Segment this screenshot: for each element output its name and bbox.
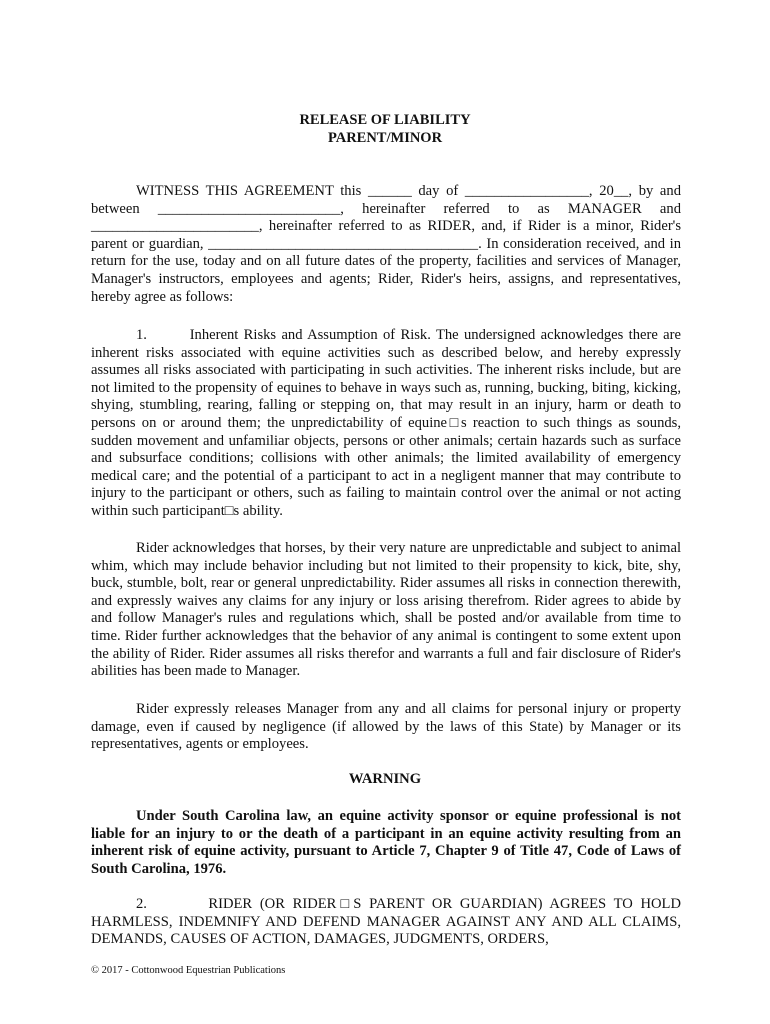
document-subtitle: PARENT/MINOR <box>327 130 443 146</box>
rider-acknowledgement-paragraph: Rider acknowledges that horses, by their very nature are unpredictable and subject to animal whim, which may include behavior including but not limited to their propensity to kick, bite, shy, buck, stumble, bolt, rear or general unpredictability. Rider assumes all risks in connection therewith, and expressly waives any claims for any injury or loss arising therefrom. Rider agrees to abide by and follow Manager's rules and regulations which, shall be posted and/or available from time to time. Rider further acknowledges that the behavior of any animal is contingent to some extent upon the ability of Rider. Rider assumes all risks therefor and warrants a full and fair disclosure of Rider's abilities has been made to Manager. <box>91 540 681 680</box>
copyright-footer: © 2017 - Cottonwood Equestrian Publications <box>91 965 286 976</box>
document-title: RELEASE OF LIABILITY <box>299 112 471 128</box>
warning-paragraph: Under South Carolina law, an equine activity sponsor or equine professional is not liable for an injury to or the death of a participant in an equine activity resulting from an inherent risk of equine activity, pursuant to Article 7, Chapter 9 of Title 47, Code of Laws of South Carolina, 1976. <box>91 808 681 877</box>
inherent-risks-paragraph: 1. Inherent Risks and Assumption of Risk. The undersigned acknowledges there are inherent risks associated with equine activities such as described below, and hereby expressly assumes all risks associated with participating in such activities. The inherent risks include, but are not limited to the propensity of equines to behave in ways such as, running, bucking, biting, kicking, shying, stumbling, rearing, falling or stepping on, that may result in an injury, harm or death to persons on or around them; the unpredictability of equine□s reaction to such things as sounds, sudden movement and unfamiliar objects, persons or other animals; certain hazards such as surface and subsurface conditions; collisions with other animals; the limited availability of emergency medical care; and the potential of a participant to act in a negligent manner that may contribute to injury to the participant or others, such as failing to maintain control over the animal or not acting within such participant□s ability. <box>91 327 681 519</box>
hold-harmless-paragraph: 2. RIDER (OR RIDER□S PARENT OR GUARDIAN) AGREES TO HOLD HARMLESS, INDEMNIFY AND DEFEND MANAGER AGAINST ANY AND ALL CLAIMS, DEMANDS, CAUSES OF ACTION, DAMAGES, JUDGMENTS, ORDERS, <box>91 896 681 948</box>
witness-paragraph: WITNESS THIS AGREEMENT this ______ day of _________________, 20__, by and between _________________________, hereinafter referred to as MANAGER and _______________________, hereinafter referred to as RIDER, and, if Rider is a minor, Rider's parent or guardian, _____________________________________. In consideration received, and in return for the use, today and on all future dates of the property, facilities and services of Manager, Manager's instructors, employees and agents; Rider, Rider's heirs, assigns, and representatives, hereby agree as follows: <box>91 183 681 305</box>
warning-heading: WARNING <box>348 771 422 787</box>
release-paragraph: Rider expressly releases Manager from any and all claims for personal injury or property damage, even if caused by negligence (if allowed by the laws of this State) by Manager or its representatives, agents or employees. <box>91 701 681 753</box>
